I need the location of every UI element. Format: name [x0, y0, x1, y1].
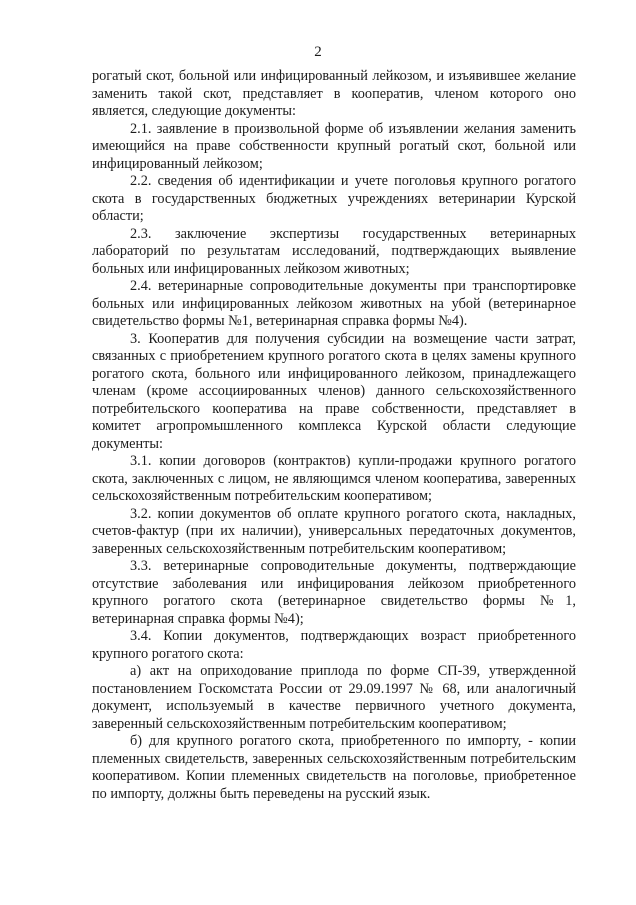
paragraph-2-4: 2.4. ветеринарные сопроводительные документы при транспортировке больных или инфицированных лейкозом животных на убой (ветеринарное свидетельство формы №1, ветеринарная справка формы №4).	[92, 278, 576, 329]
paragraph-2-1: 2.1. заявление в произвольной форме об изъявлении желания заменить имеющийся на праве собственности крупный рогатый скот, больной или инфицированный лейкозом;	[92, 120, 576, 172]
document-body	[92, 68, 576, 803]
paragraph-3-4-a: а) акт на оприходование приплода по форме СП-39, утвержденной постановлением Госкомстата России от 29.09.1997 № 68, или аналогичный документ, используемый в качестве первичного учетного документа, заверенный сельскохозяйственным потребительским кооперативом;	[92, 663, 576, 732]
paragraph-3-1: 3.1. копии договоров (контрактов) купли-продажи крупного рогатого скота, заключенных с лицом, не являющимся членом кооператива, заверенных сельскохозяйственным потребительским кооперативом;	[92, 453, 576, 504]
paragraph-3: 3. Кооператив для получения субсидии на возмещение части затрат, связанных с приобретением крупного рогатого скота в целях замены крупного рогатого скота, больного или инфицированного лейкозом, принадлежащего членам (кроме ассоциированных членов) данного сельскохозяйственного потребительского кооператива на праве собственности, представляет в комитет агропромышленного комплекса Курской области следующие документы:	[92, 330, 576, 452]
page-number: 2	[314, 44, 322, 60]
paragraph-2-3: 2.3. заключение экспертизы государственных ветеринарных лабораторий по результатам исследований, подтверждающих выявление больных или инфицированных лейкозом животных;	[92, 225, 576, 277]
paragraph-3-4: 3.4. Копии документов, подтверждающих возраст приобретенного крупного рогатого скота:	[92, 628, 576, 662]
paragraph-3-3: 3.3. ветеринарные сопроводительные документы, подтверждающие отсутствие заболевания или инфицирования лейкозом приобретенного крупного рогатого скота (ветеринарное свидетельство формы №1, ветеринарная справка формы №4);	[92, 558, 576, 627]
paragraph-3-2: 3.2. копии документов об оплате крупного рогатого скота, накладных, счетов-фактур (при их наличии), универсальных передаточных документов, заверенных сельскохозяйственным потребительским кооперативом;	[92, 505, 576, 557]
paragraph-3-4-b: б) для крупного рогатого скота, приобретенного по импорту, - копии племенных свидетельств, заверенных сельскохозяйственным потребительским кооперативом. Копии племенных свидетельств на поголовье, приобретенное по импорту, должны быть переведены на русский язык.	[92, 733, 576, 802]
paragraph-continuation: рогатый скот, больной или инфицированный лейкозом, и изъявившее желание заменить такой скот, представляет в кооператив, членом которого оно является, следующие документы:	[92, 68, 576, 119]
paragraph-2-2: 2.2. сведения об идентификации и учете поголовья крупного рогатого скота в государственных бюджетных учреждениях ветеринарии Курской области;	[92, 173, 576, 224]
